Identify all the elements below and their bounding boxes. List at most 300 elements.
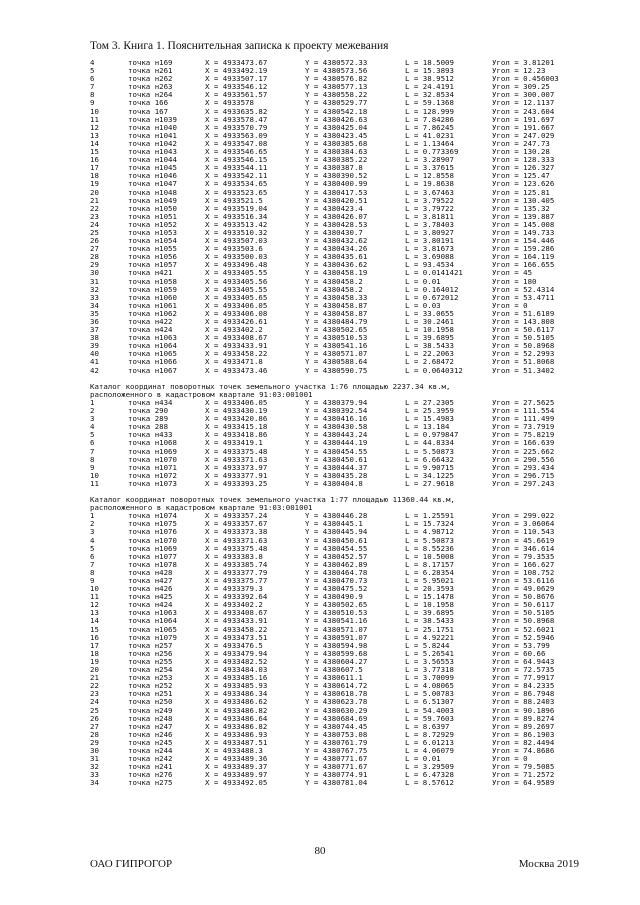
segment-length: L = 6.66432 (405, 454, 454, 464)
point-number: 24 (90, 219, 99, 229)
x-coordinate: X = 4933433.91 (205, 341, 268, 351)
point-name: точка н1040 (128, 122, 177, 132)
point-name: точка н1055 (128, 244, 177, 254)
direction-angle: Угол = 108.752 (492, 567, 555, 577)
segment-length: L = 10.1958 (405, 600, 454, 610)
direction-angle: Угол = 154.446 (492, 236, 555, 246)
segment-length: L = 38.5433 (405, 341, 454, 351)
point-name: точка н1072 (128, 470, 177, 480)
point-name: точка н1039 (128, 114, 177, 124)
segment-length: L = 54.4003 (405, 705, 454, 715)
x-coordinate: X = 4933408.67 (205, 608, 268, 618)
y-coordinate: Y = 4380436.62 (305, 260, 368, 270)
segment-length: L = 6.01213 (405, 737, 454, 747)
point-name: точка 288 (128, 422, 169, 432)
segment-length: L = 5.00783 (405, 689, 454, 699)
segment-length: L = 3.79522 (405, 195, 454, 205)
x-coordinate: X = 4933523.65 (205, 187, 268, 197)
x-coordinate: X = 4933430.19 (205, 406, 268, 416)
y-coordinate: Y = 4380590.75 (305, 365, 368, 375)
x-coordinate: X = 4933405.55 (205, 284, 268, 294)
x-coordinate: X = 4933357.67 (205, 519, 268, 529)
point-number: 23 (90, 211, 99, 221)
segment-length: L = 8.72929 (405, 729, 454, 739)
direction-angle: Угол = 149.733 (492, 227, 555, 237)
y-coordinate: Y = 4380571.07 (305, 349, 368, 359)
x-coordinate: X = 4933547.08 (205, 138, 268, 148)
direction-angle: Угол = 86.1903 (492, 729, 555, 739)
x-coordinate: X = 4933471.8 (205, 357, 263, 367)
point-name: точка н253 (128, 673, 173, 683)
point-number: 36 (90, 317, 99, 326)
point-number: 42 (90, 365, 99, 375)
point-name: точка н1064 (128, 616, 177, 626)
point-number: 9 (90, 462, 95, 472)
x-coordinate: X = 4933473.51 (205, 632, 268, 642)
x-coordinate: X = 4933377.79 (205, 567, 268, 577)
x-coordinate: X = 4933379.3 (205, 584, 263, 594)
y-coordinate: Y = 4380767.75 (305, 745, 368, 755)
page-number: 80 (314, 845, 326, 857)
point-number: 8 (90, 90, 95, 100)
point-name: точка н1069 (128, 543, 177, 553)
point-name: точка 166 (128, 98, 169, 108)
point-number: 3 (90, 527, 95, 537)
x-coordinate: X = 4933484.03 (205, 665, 268, 675)
y-coordinate: Y = 4380428.53 (305, 219, 368, 229)
y-coordinate: Y = 4380571.07 (305, 624, 368, 634)
point-name: точка н254 (128, 665, 173, 675)
point-number: 25 (90, 705, 99, 715)
point-name: точка н241 (128, 762, 173, 772)
point-name: точка н1045 (128, 163, 177, 173)
x-coordinate: X = 4933486.34 (205, 689, 268, 699)
point-name: точка н264 (128, 90, 173, 100)
y-coordinate: Y = 4380594.98 (305, 640, 368, 650)
x-coordinate: X = 4933375.48 (205, 543, 268, 553)
y-coordinate: Y = 4380510.53 (305, 608, 368, 618)
segment-length: L = 5.26541 (405, 648, 454, 658)
direction-angle: Угол = 111.554 (492, 406, 555, 416)
y-coordinate: Y = 4380432.62 (305, 236, 368, 246)
point-name: точка н1066 (128, 357, 177, 367)
y-coordinate: Y = 4380607.5 (305, 665, 363, 675)
y-coordinate: Y = 4380417.53 (305, 187, 368, 197)
point-number: 33 (90, 770, 99, 780)
direction-angle: Угол = 84.2335 (492, 681, 555, 691)
x-coordinate: X = 4933503.6 (205, 244, 263, 254)
direction-angle: Угол = 60.66 (492, 648, 546, 658)
point-name: точка н276 (128, 770, 173, 780)
y-coordinate: Y = 4380454.55 (305, 543, 368, 553)
x-coordinate: X = 4933542.11 (205, 171, 268, 181)
segment-length: L = 27.2305 (405, 397, 454, 407)
point-name: точка н244 (128, 745, 173, 755)
segment-length: L = 0.0640312 (405, 365, 463, 375)
direction-angle: Угол = 86.7948 (492, 689, 555, 699)
segment-length: L = 3.56553 (405, 656, 454, 666)
point-number: 31 (90, 276, 99, 286)
direction-angle: Угол = 51.6189 (492, 308, 555, 318)
point-number: 2 (90, 406, 95, 416)
point-number: 24 (90, 697, 99, 707)
point-name: точка н1064 (128, 341, 177, 351)
segment-length: L = 3.80191 (405, 236, 454, 246)
point-name: точка н424 (128, 600, 173, 610)
x-coordinate: X = 4933492.19 (205, 66, 268, 76)
segment-length: L = 3.37615 (405, 163, 454, 173)
point-number: 9 (90, 576, 95, 585)
y-coordinate: Y = 4380771.67 (305, 762, 368, 772)
y-coordinate: Y = 4380454.55 (305, 446, 368, 456)
segment-length: L = 4.08065 (405, 681, 454, 691)
direction-angle: Угол = 79.5085 (492, 762, 555, 772)
segment-length: L = 38.5433 (405, 616, 454, 626)
y-coordinate: Y = 4380450.61 (305, 535, 368, 545)
direction-angle: Угол = 45.6619 (492, 535, 555, 545)
point-name: точка н1063 (128, 333, 177, 343)
x-coordinate: X = 4933486.62 (205, 697, 268, 707)
y-coordinate: Y = 4380458.19 (305, 268, 368, 278)
y-coordinate: Y = 4380753.08 (305, 729, 368, 739)
segment-length: L = 3.70099 (405, 673, 454, 683)
direction-angle: Угол = 51.8068 (492, 357, 555, 367)
segment-length: L = 44.8334 (405, 438, 454, 448)
point-name: точка н248 (128, 713, 173, 723)
y-coordinate: Y = 4380385.22 (305, 155, 368, 165)
footer-city-year: Москва 2019 (518, 858, 579, 870)
segment-length: L = 7.84286 (405, 114, 454, 124)
y-coordinate: Y = 4380744.45 (305, 721, 368, 731)
segment-length: L = 39.6895 (405, 333, 454, 343)
direction-angle: Угол = 111.499 (492, 414, 555, 424)
y-coordinate: Y = 4380761.79 (305, 737, 368, 747)
direction-angle: Угол = 64.9443 (492, 656, 555, 666)
y-coordinate: Y = 4380529.77 (305, 98, 368, 108)
point-number: 31 (90, 754, 99, 764)
x-coordinate: X = 4933426.61 (205, 317, 268, 326)
segment-length: L = 93.4534 (405, 260, 454, 270)
y-coordinate: Y = 4380458.87 (305, 308, 368, 318)
point-name: точка н1062 (128, 308, 177, 318)
y-coordinate: Y = 4380426.63 (305, 114, 368, 124)
y-coordinate: Y = 4380541.16 (305, 341, 368, 351)
x-coordinate: X = 4933513.42 (205, 219, 268, 229)
point-name: точка н1065 (128, 624, 177, 634)
direction-angle: Угол = 126.327 (492, 163, 555, 173)
point-name: точка н1042 (128, 138, 177, 148)
segment-length: L = 8.17157 (405, 559, 454, 569)
segment-length: L = 6.28354 (405, 567, 454, 577)
x-coordinate: X = 4933486.82 (205, 705, 268, 715)
segment-length: L = 15.1478 (405, 592, 454, 602)
x-coordinate: X = 4933479.94 (205, 648, 268, 658)
point-number: 6 (90, 74, 95, 84)
point-name: точка н245 (128, 737, 173, 747)
y-coordinate: Y = 4380781.04 (305, 778, 368, 788)
y-coordinate: Y = 4380611.1 (305, 673, 363, 683)
x-coordinate: X = 4933487.51 (205, 737, 268, 747)
x-coordinate: X = 4933458.22 (205, 624, 268, 634)
direction-angle: Угол = 0 (492, 754, 528, 764)
segment-length: L = 5.50873 (405, 535, 454, 545)
y-coordinate: Y = 4380618.78 (305, 689, 368, 699)
point-number: 22 (90, 203, 99, 213)
segment-length: L = 30.2461 (405, 317, 454, 326)
x-coordinate: X = 4933375.48 (205, 446, 268, 456)
x-coordinate: X = 4933635.82 (205, 106, 268, 116)
point-number: 14 (90, 616, 99, 626)
point-number: 15 (90, 147, 99, 157)
direction-angle: Угол = 52.2993 (492, 349, 555, 359)
y-coordinate: Y = 4380435.61 (305, 252, 368, 262)
y-coordinate: Y = 4380444.37 (305, 462, 368, 472)
direction-angle: Угол = 50.8968 (492, 341, 555, 351)
y-coordinate: Y = 4380774.91 (305, 770, 368, 780)
coordinate-row (90, 367, 570, 375)
x-coordinate: X = 4933500.03 (205, 252, 268, 262)
direction-angle: Угол = 180 (492, 276, 537, 286)
point-name: точка н1041 (128, 130, 177, 140)
segment-length: L = 4.06079 (405, 745, 454, 755)
point-name: точка н1068 (128, 438, 177, 448)
x-coordinate: X = 4933405.56 (205, 276, 268, 286)
x-coordinate: X = 4933507.17 (205, 74, 268, 84)
x-coordinate: X = 4933546.65 (205, 147, 268, 157)
point-number: 1 (90, 397, 95, 407)
y-coordinate: Y = 4380458.33 (305, 292, 368, 302)
segment-length: L = 3.69088 (405, 252, 454, 262)
point-name: точка н1049 (128, 195, 177, 205)
point-name: точка н1048 (128, 187, 177, 197)
y-coordinate: Y = 4380577.13 (305, 82, 368, 92)
y-coordinate: Y = 4380384.63 (305, 147, 368, 157)
y-coordinate: Y = 4380404.8 (305, 478, 363, 488)
y-coordinate: Y = 4380420.51 (305, 195, 368, 205)
point-name: точка н1069 (128, 446, 177, 456)
segment-length: L = 59.7603 (405, 713, 454, 723)
y-coordinate: Y = 4380470.73 (305, 576, 368, 585)
segment-length: L = 9.90715 (405, 462, 454, 472)
direction-angle: Угол = 12.23 (492, 66, 546, 76)
segment-length: L = 10.5008 (405, 551, 454, 561)
direction-angle: Угол = 300.007 (492, 90, 555, 100)
segment-length: L = 15.3893 (405, 66, 454, 76)
coordinate-row (90, 480, 570, 488)
point-name: точка н1046 (128, 171, 177, 181)
direction-angle: Угол = 53.4711 (492, 292, 555, 302)
x-coordinate: X = 4933385.74 (205, 559, 268, 569)
y-coordinate: Y = 4380430.58 (305, 422, 368, 432)
y-coordinate: Y = 4380443.24 (305, 430, 368, 440)
x-coordinate: X = 4933485.93 (205, 681, 268, 691)
direction-angle: Угол = 0.456003 (492, 74, 559, 84)
direction-angle: Угол = 50.8968 (492, 616, 555, 626)
point-number: 35 (90, 308, 99, 318)
x-coordinate: X = 4933371.63 (205, 535, 268, 545)
y-coordinate: Y = 4380390.52 (305, 171, 368, 181)
point-number: 41 (90, 357, 99, 367)
y-coordinate: Y = 4380445.1 (305, 519, 363, 529)
y-coordinate: Y = 4380387.8 (305, 163, 363, 173)
segment-length: L = 0.03 (405, 300, 441, 310)
point-number: 11 (90, 592, 99, 602)
point-number: 10 (90, 584, 99, 594)
x-coordinate: X = 4933476.5 (205, 640, 263, 650)
point-number: 37 (90, 325, 99, 335)
point-number: 30 (90, 268, 99, 278)
point-number: 19 (90, 656, 99, 666)
point-name: точка н261 (128, 66, 173, 76)
direction-angle: Угол = 293.434 (492, 462, 555, 472)
direction-angle: Угол = 166.639 (492, 438, 555, 448)
segment-length: L = 2.68472 (405, 357, 454, 367)
point-name: точка н434 (128, 397, 173, 407)
y-coordinate: Y = 4380502.65 (305, 325, 368, 335)
point-number: 14 (90, 138, 99, 148)
segment-length: L = 12.8558 (405, 171, 454, 181)
x-coordinate: X = 4933406.05 (205, 397, 268, 407)
y-coordinate: Y = 4380576.82 (305, 74, 368, 84)
direction-angle: Угол = 130.28 (492, 147, 550, 157)
direction-angle: Угол = 143.808 (492, 317, 555, 326)
direction-angle: Угол = 50.6117 (492, 600, 555, 610)
y-coordinate: Y = 4380392.54 (305, 406, 368, 416)
point-number: 28 (90, 729, 99, 739)
point-number: 18 (90, 171, 99, 181)
segment-length: L = 15.4983 (405, 414, 454, 424)
point-number: 16 (90, 632, 99, 642)
x-coordinate: X = 4933486.93 (205, 729, 268, 739)
direction-angle: Угол = 346.614 (492, 543, 555, 553)
direction-angle: Угол = 128.333 (492, 155, 555, 165)
x-coordinate: X = 4933357.24 (205, 511, 268, 521)
direction-angle: Угол = 0 (492, 300, 528, 310)
direction-angle: Угол = 290.556 (492, 454, 555, 464)
x-coordinate: X = 4933419.1 (205, 438, 263, 448)
y-coordinate: Y = 4380423.4 (305, 203, 363, 213)
segment-length: L = 6.47328 (405, 770, 454, 780)
segment-length: L = 25.3959 (405, 406, 454, 416)
point-number: 29 (90, 737, 99, 747)
direction-angle: Угол = 82.4494 (492, 737, 555, 747)
point-number: 32 (90, 284, 99, 294)
point-number: 29 (90, 260, 99, 270)
segment-length: L = 3.80927 (405, 227, 454, 237)
x-coordinate: X = 4933377.91 (205, 470, 268, 480)
direction-angle: Угол = 125.47 (492, 171, 550, 181)
point-name: точка н252 (128, 681, 173, 691)
y-coordinate: Y = 4380450.61 (305, 454, 368, 464)
x-coordinate: X = 4933418.86 (205, 430, 268, 440)
point-number: 7 (90, 559, 95, 569)
x-coordinate: X = 4933489.97 (205, 770, 268, 780)
x-coordinate: X = 4933473.46 (205, 365, 268, 375)
point-number: 23 (90, 689, 99, 699)
direction-angle: Угол = 3.81201 (492, 58, 555, 67)
segment-length: L = 0.164012 (405, 284, 459, 294)
direction-angle: Угол = 51.3402 (492, 365, 555, 375)
direction-angle: Угол = 50.6117 (492, 325, 555, 335)
y-coordinate: Y = 4380502.65 (305, 600, 368, 610)
segment-length: L = 0.979847 (405, 430, 459, 440)
point-name: точка н1047 (128, 179, 177, 189)
point-name: точка н426 (128, 584, 173, 594)
point-number: 28 (90, 252, 99, 262)
point-name: точка н1073 (128, 478, 177, 488)
direction-angle: Угол = 52.5946 (492, 632, 555, 642)
segment-length: L = 18.5009 (405, 58, 454, 67)
segment-length: L = 7.86245 (405, 122, 454, 132)
point-name: точка н421 (128, 268, 173, 278)
segment-length: L = 25.1751 (405, 624, 454, 634)
point-name: точка н1077 (128, 551, 177, 561)
segment-length: L = 5.8244 (405, 640, 450, 650)
point-number: 7 (90, 446, 95, 456)
point-name: точка н256 (128, 648, 173, 658)
direction-angle: Угол = 45 (492, 268, 533, 278)
point-number: 1 (90, 511, 95, 521)
point-name: точка н247 (128, 721, 173, 731)
segment-length: L = 13.184 (405, 422, 450, 432)
y-coordinate: Y = 4380599.68 (305, 648, 368, 658)
y-coordinate: Y = 4380400.99 (305, 179, 368, 189)
point-name: точка н1065 (128, 349, 177, 359)
point-name: точка н1070 (128, 535, 177, 545)
direction-angle: Угол = 159.286 (492, 244, 555, 254)
x-coordinate: X = 4933521.5 (205, 195, 263, 205)
direction-angle: Угол = 125.81 (492, 187, 550, 197)
point-number: 18 (90, 648, 99, 658)
direction-angle: Угол = 296.715 (492, 470, 555, 480)
x-coordinate: X = 4933489.36 (205, 754, 268, 764)
direction-angle: Угол = 3.06064 (492, 519, 555, 529)
point-number: 13 (90, 608, 99, 618)
y-coordinate: Y = 4380484.79 (305, 317, 368, 326)
y-coordinate: Y = 4380630.29 (305, 705, 368, 715)
point-name: точка н1070 (128, 454, 177, 464)
segment-length: L = 59.1368 (405, 98, 454, 108)
point-name: точка 167 (128, 106, 169, 116)
segment-length: L = 0.0141421 (405, 268, 463, 278)
x-coordinate: X = 4933570.79 (205, 122, 268, 132)
point-name: точка н1078 (128, 559, 177, 569)
segment-length: L = 3.79722 (405, 203, 454, 213)
point-number: 9 (90, 98, 95, 108)
point-number: 5 (90, 66, 95, 76)
x-coordinate: X = 4933510.32 (205, 227, 268, 237)
segment-length: L = 128.999 (405, 106, 454, 116)
direction-angle: Угол = 145.008 (492, 219, 555, 229)
point-number: 32 (90, 762, 99, 772)
x-coordinate: X = 4933373.38 (205, 527, 268, 537)
x-coordinate: X = 4933402.2 (205, 325, 263, 335)
y-coordinate: Y = 4380588.64 (305, 357, 368, 367)
x-coordinate: X = 4933489.37 (205, 762, 268, 772)
direction-angle: Угол = 191.667 (492, 122, 555, 132)
point-number: 21 (90, 195, 99, 205)
segment-length: L = 20.3593 (405, 584, 454, 594)
y-coordinate: Y = 4380423.45 (305, 130, 368, 140)
direction-angle: Угол = 88.2403 (492, 697, 555, 707)
y-coordinate: Y = 4380458.2 (305, 284, 363, 294)
direction-angle: Угол = 247.73 (492, 138, 550, 148)
segment-length: L = 27.9618 (405, 478, 454, 488)
segment-length: L = 8.57612 (405, 778, 454, 788)
segment-length: L = 3.81811 (405, 211, 454, 221)
y-coordinate: Y = 4380425.04 (305, 122, 368, 132)
point-name: точка н428 (128, 567, 173, 577)
